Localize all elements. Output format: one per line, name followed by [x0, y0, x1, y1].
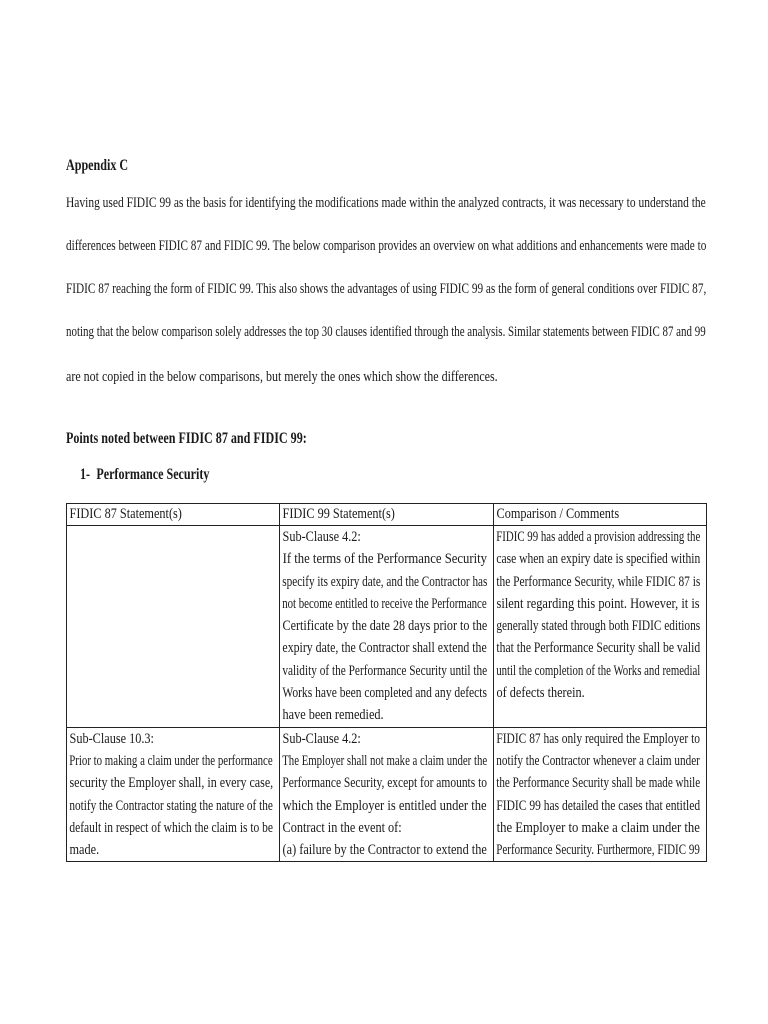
cell-line: FIDIC 99 has added a provision addressing the — [496, 529, 701, 545]
paragraph-line: FIDIC 87 reaching the form of FIDIC 99. This also shows the advantages of using FIDIC 99 as the form of general conditions over FIDIC 87, — [66, 281, 707, 297]
table-row — [67, 526, 707, 728]
cell-line: Performance Security, except for amounts to — [282, 775, 488, 792]
cell-line: FIDIC 99 has detailed the cases that entitled — [496, 797, 701, 814]
table-header-row — [67, 504, 707, 526]
cell-line: until the completion of the Works and remedial — [496, 662, 701, 679]
paragraph-line: are not copied in the below comparisons, but merely the ones which show the differences. — [66, 369, 498, 385]
cell-line: specify its expiry date, and the Contractor has — [282, 573, 488, 590]
cell-line: not become entitled to receive the Performance — [282, 595, 487, 612]
cell-line: made. — [69, 842, 100, 859]
cell-line: Prior to making a claim under the performance — [69, 752, 273, 769]
table-header-cell — [280, 504, 494, 526]
header-comments: Comparison / Comments — [496, 506, 620, 522]
cell-line: have been remedied. — [282, 707, 384, 724]
row1-col3 — [494, 526, 706, 704]
table-cell — [280, 727, 494, 862]
table-cell — [494, 727, 707, 862]
cell-line: The Employer shall not make a claim under the — [282, 752, 488, 769]
cell-line: Sub-Clause 4.2: — [282, 529, 361, 545]
cell-line: Performance Security. Furthermore, FIDIC 99 — [496, 842, 700, 859]
table-header-cell — [494, 504, 707, 526]
cell-line: notify the Contractor whenever a claim under — [496, 752, 700, 769]
cell-line: If the terms of the Performance Security — [282, 551, 488, 568]
cell-line: silent regarding this point. However, it is — [496, 595, 700, 612]
cell-line: Contract in the event of: — [282, 819, 402, 836]
paragraph-line: noting that the below comparison solely addresses the top 30 clauses identified through the analysis. Similar statements between FIDIC 87 and 99 — [66, 324, 706, 340]
cell-line: security the Employer shall, in every case, — [69, 775, 274, 792]
section-title-text: Performance Security — [96, 466, 210, 483]
paragraph-line: Having used FIDIC 99 as the basis for identifying the modifications made within the analyzed contracts, it was necessary to understand the — [66, 195, 706, 211]
points-subheading: Points noted between FIDIC 87 and FIDIC 99: — [66, 430, 307, 447]
cell-line: validity of the Performance Security until the — [282, 662, 488, 679]
cell-line: the Performance Security, while FIDIC 87 is — [496, 573, 701, 590]
cell-line: Sub-Clause 4.2: — [282, 730, 361, 747]
cell-line: expiry date, the Contractor shall extend the — [282, 640, 487, 657]
row1-col2 — [280, 526, 493, 727]
cell-line: notify the Contractor stating the nature of the — [69, 797, 273, 814]
table-cell — [494, 526, 707, 728]
row2-col1 — [67, 728, 279, 862]
section-number: 1- — [80, 466, 91, 483]
cell-line: the Employer to make a claim under the — [496, 819, 700, 836]
header-fidic99: FIDIC 99 Statement(s) — [282, 506, 395, 522]
cell-line: of defects therein. — [496, 685, 585, 702]
header-fidic87: FIDIC 87 Statement(s) — [69, 506, 182, 522]
cell-line: FIDIC 87 has only required the Employer to — [496, 730, 701, 747]
row2-col2 — [280, 728, 493, 862]
cell-line: case when an expiry date is specified within — [496, 551, 701, 568]
cell-line: which the Employer is entitled under the — [282, 797, 487, 814]
section-title — [80, 466, 209, 484]
table-cell — [67, 526, 280, 728]
cell-line: (a) failure by the Contractor to extend the — [282, 842, 487, 859]
table-cell — [67, 727, 280, 862]
appendix-heading: Appendix C — [66, 157, 129, 174]
cell-line: Sub-Clause 10.3: — [69, 730, 154, 747]
comparison-table — [66, 503, 707, 862]
table-cell — [280, 526, 494, 728]
table-header-cell — [67, 504, 280, 526]
cell-line: generally stated through both FIDIC editions — [496, 618, 701, 635]
cell-line: that the Performance Security shall be valid — [496, 640, 701, 657]
cell-line: the Performance Security shall be made while — [496, 775, 701, 792]
row2-col3 — [494, 728, 706, 862]
cell-line: default in respect of which the claim is to be — [69, 819, 273, 836]
paragraph-line: differences between FIDIC 87 and FIDIC 99. The below comparison provides an overview on what additions and enhancements were made to — [66, 238, 707, 254]
table-row — [67, 727, 707, 862]
cell-line: Works have been completed and any defects — [282, 685, 487, 702]
cell-line: Certificate by the date 28 days prior to the — [282, 618, 488, 635]
